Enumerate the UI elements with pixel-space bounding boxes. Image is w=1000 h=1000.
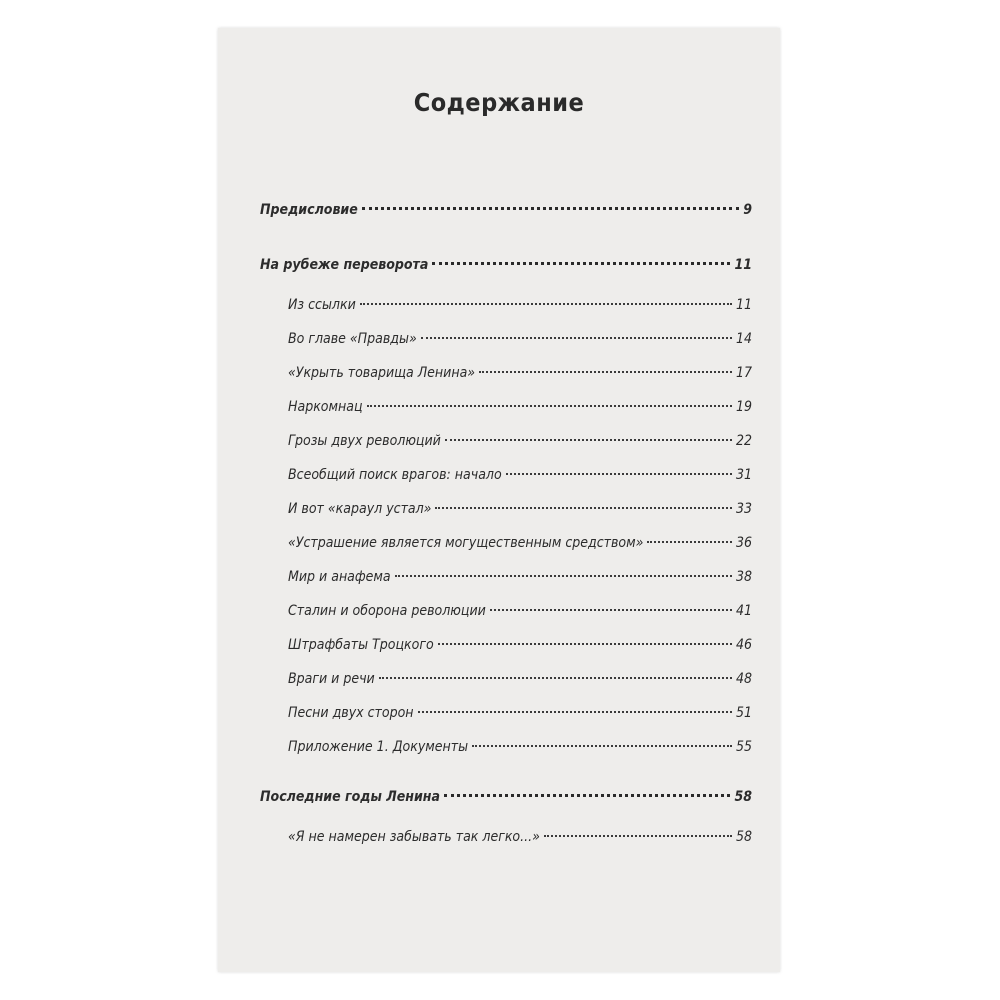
toc-entry <box>288 499 752 519</box>
toc-entry-label: Сталин и оборона революции <box>288 603 486 619</box>
toc-entry <box>288 533 752 553</box>
toc-entry <box>260 787 752 807</box>
book-page <box>218 28 780 972</box>
toc-entry-label: Всеобщий поиск врагов: начало <box>288 467 502 483</box>
toc-leader <box>544 835 732 837</box>
toc-leader <box>360 303 732 305</box>
toc-entry-label: Предисловие <box>260 202 358 218</box>
toc-entry-label: Последние годы Ленина <box>260 789 440 805</box>
toc-leader <box>432 262 730 265</box>
toc-entry-label: Во главе «Правды» <box>288 331 417 347</box>
toc-leader <box>490 609 732 611</box>
toc-leader <box>379 677 732 679</box>
toc-entry-label: Штрафбаты Троцкого <box>288 637 434 653</box>
toc-entry-page: 11 <box>734 257 752 273</box>
toc-entry-label: Враги и речи <box>288 671 375 687</box>
toc-entry <box>288 363 752 383</box>
toc-leader <box>435 507 732 509</box>
toc-entry <box>288 703 752 723</box>
toc-leader <box>479 371 732 373</box>
toc-entry <box>288 465 752 485</box>
toc-leader <box>362 207 739 210</box>
toc-entry-label: Грозы двух революций <box>288 433 441 449</box>
toc-entry <box>288 737 752 757</box>
toc-entry-page: 51 <box>735 705 752 721</box>
toc-entry-page: 58 <box>735 829 752 845</box>
toc-entry-page: 36 <box>735 535 752 551</box>
toc-entry <box>288 567 752 587</box>
toc-entry <box>288 827 752 847</box>
toc-leader <box>472 745 732 747</box>
toc-leader <box>367 405 732 407</box>
toc-entry-page: 48 <box>735 671 752 687</box>
toc-entry-page: 14 <box>735 331 752 347</box>
toc-entry-label: И вот «караул устал» <box>288 501 432 517</box>
toc-entry <box>260 200 752 220</box>
toc-entry <box>288 329 752 349</box>
toc-entry <box>260 255 752 275</box>
toc-leader <box>445 439 732 441</box>
toc-entry-label: Приложение 1. Документы <box>288 739 469 755</box>
toc-entry-label: «Укрыть товарища Ленина» <box>288 365 476 381</box>
toc-entry <box>288 635 752 655</box>
toc-leader <box>438 643 732 645</box>
page-title: Содержание <box>413 88 585 117</box>
toc-leader <box>418 711 732 713</box>
toc-entry-page: 55 <box>735 739 752 755</box>
toc-entry-label: Из ссылки <box>288 297 356 313</box>
toc-entry <box>288 295 752 315</box>
toc-entry-page: 38 <box>735 569 752 585</box>
toc-leader <box>647 541 732 543</box>
toc-entry-label: Мир и анафема <box>288 569 391 585</box>
toc-entry-page: 41 <box>735 603 752 619</box>
toc-leader <box>421 337 732 339</box>
toc-leader <box>444 794 730 797</box>
toc-entry <box>288 431 752 451</box>
toc-entry-label: «Я не намерен забывать так легко...» <box>288 829 540 845</box>
toc-entry-page: 11 <box>735 297 752 313</box>
toc-entry <box>288 601 752 621</box>
toc-entry-page: 19 <box>735 399 752 415</box>
toc-entry-label: Наркомнац <box>288 399 363 415</box>
toc-entry <box>288 669 752 689</box>
toc-entry-page: 22 <box>735 433 752 449</box>
toc-entry <box>288 397 752 417</box>
toc-entry-page: 46 <box>735 637 752 653</box>
toc-leader <box>506 473 732 475</box>
toc-entry-label: На рубеже переворота <box>260 257 429 273</box>
toc-entry-page: 17 <box>735 365 752 381</box>
toc-entry-page: 31 <box>735 467 752 483</box>
toc-entry-page: 58 <box>734 789 752 805</box>
toc-leader <box>395 575 732 577</box>
toc-entry-label: «Устрашение является могущественным средством» <box>288 535 644 551</box>
toc-entry-page: 33 <box>735 501 752 517</box>
toc-entry-page: 9 <box>743 202 752 218</box>
toc-entry-label: Песни двух сторон <box>288 705 414 721</box>
